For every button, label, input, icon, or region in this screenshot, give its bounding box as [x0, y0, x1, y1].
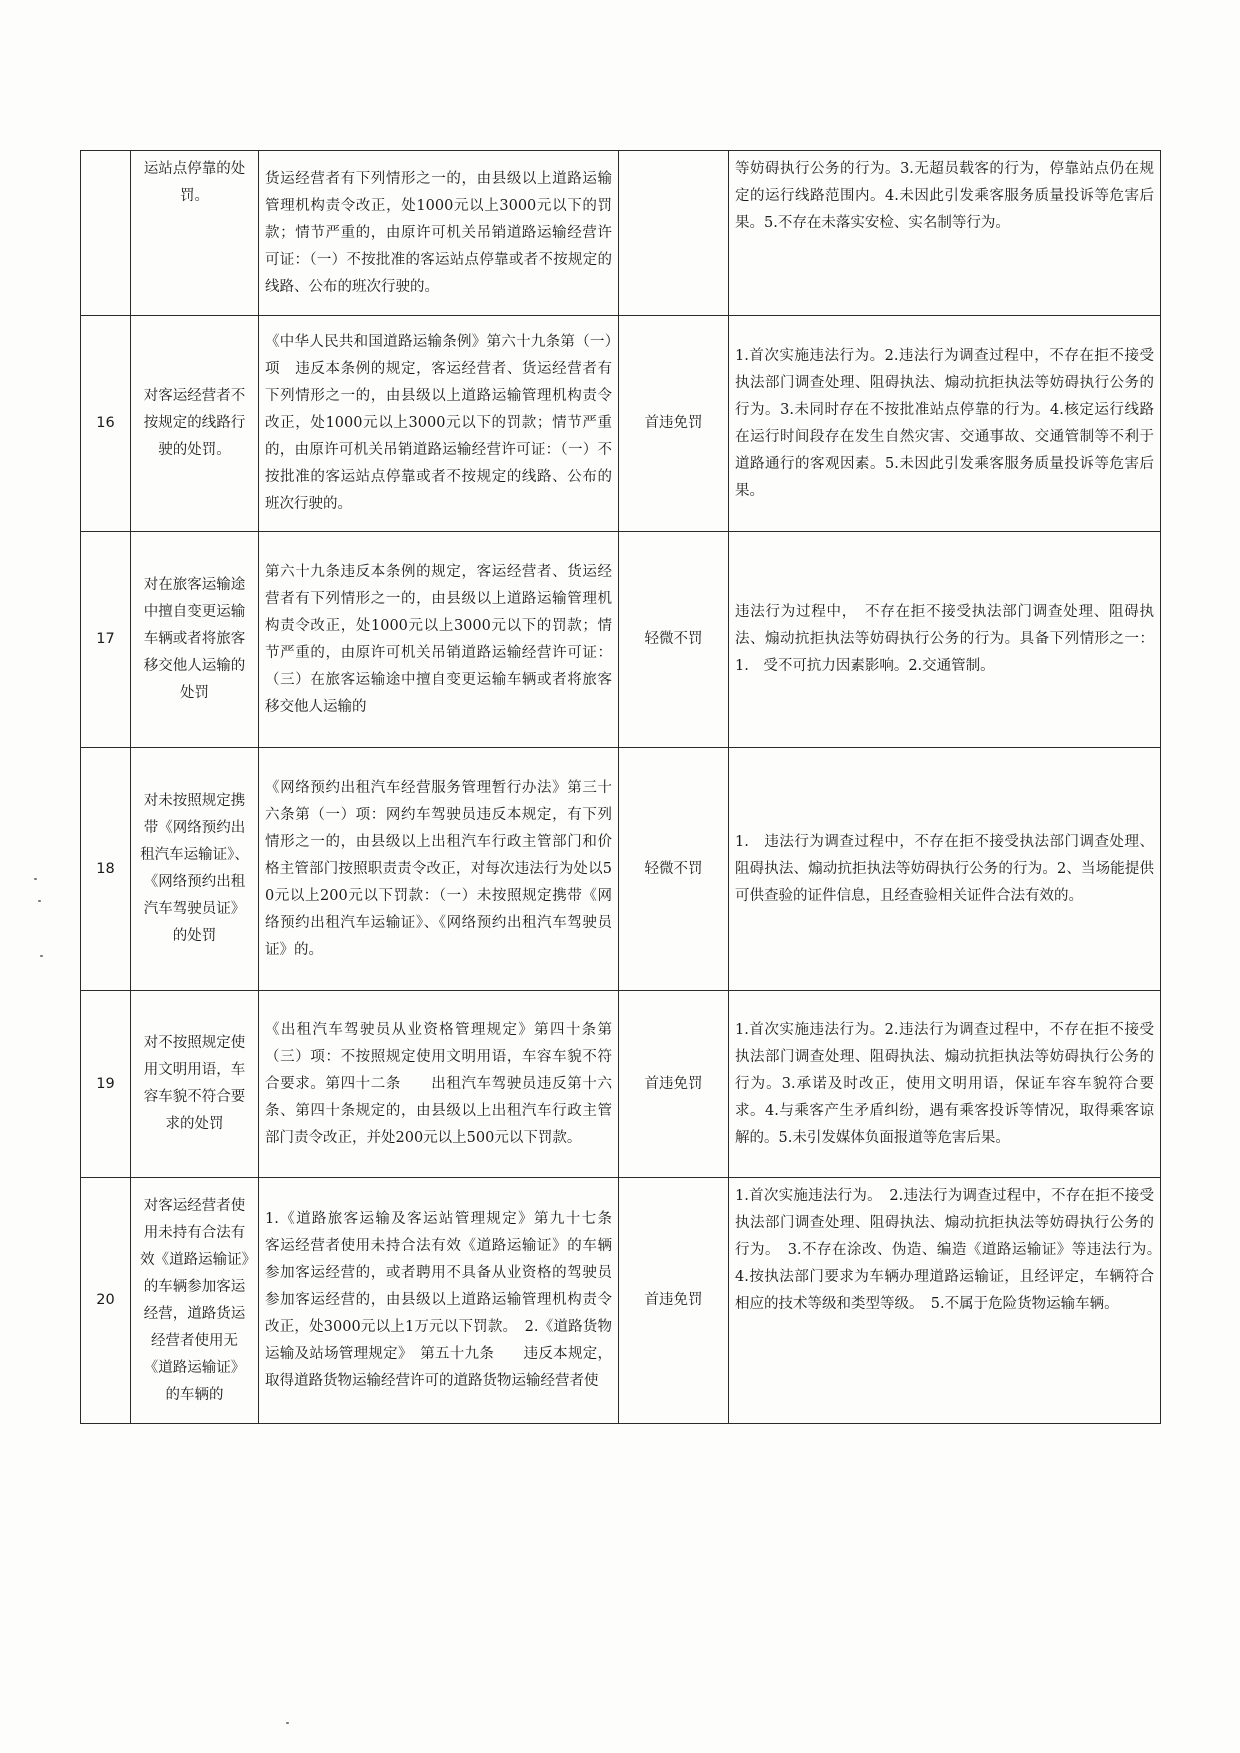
legal-basis: 货运经营者有下列情形之一的，由县级以上道路运输管理机构责令改正，处1000元以上3000元以下的罚款；情节严重的，由原许可机关吊销道路运输经营许可证：（一）不按批准的客运站点停靠或者不按规定的线路、公布的班次行驶的。	[259, 151, 619, 316]
violation-name: 对未按照规定携带《网络预约出租汽车运输证》、《网络预约出租汽车驾驶员证》的处罚	[131, 748, 259, 991]
exemption-conditions: 1.首次实施违法行为。2.违法行为调查过程中，不存在拒不接受执法部门调查处理、阻碍执法、煽动抗拒执法等妨碍执行公务的行为。3.未同时存在不按批准站点停靠的行为。4.核定运行线路在运行时间段存在发生自然灾害、交通事故、交通管制等不利于道路通行的客观因素。5.未因此引发乘客服务质量投诉等危害后果。	[729, 316, 1161, 532]
row-number: 18	[81, 748, 131, 991]
exemption-type	[619, 151, 729, 316]
exemption-type: 轻微不罚	[619, 532, 729, 748]
violation-name: 对不按照规定使用文明用语，车容车貌不符合要求的处罚	[131, 991, 259, 1178]
violation-name: 对在旅客运输途中擅自变更运输车辆或者将旅客移交他人运输的处罚	[131, 532, 259, 748]
table-row	[81, 151, 1161, 316]
row-number: 16	[81, 316, 131, 532]
exemption-type: 首违免罚	[619, 991, 729, 1178]
scan-speck	[40, 955, 43, 957]
scan-speck	[38, 900, 41, 902]
exemption-type: 轻微不罚	[619, 748, 729, 991]
table-row	[81, 991, 1161, 1178]
legal-basis: 1.《道路旅客运输及客运站管理规定》第九十七条 客运经营者使用未持合法有效《道路运输证》的车辆参加客运经营的，或者聘用不具备从业资格的驾驶员参加客运经营的，由县级以上道路运输管理机构责令改正，处3000元以上1万元以下罚款。 2.《道路货物运输及站场管理规定》 第五十九条 违反本规定，取得道路货物运输经营许可的道路货物运输经营者使	[259, 1178, 619, 1424]
exemption-conditions: 等妨碍执行公务的行为。3.无超员载客的行为，停靠站点仍在规定的运行线路范围内。4.未因此引发乘客服务质量投诉等危害后果。5.不存在未落实安检、实名制等行为。	[729, 151, 1161, 316]
legal-basis: 《网络预约出租汽车经营服务管理暂行办法》第三十六条第（一）项：网约车驾驶员违反本规定，有下列情形之一的，由县级以上出租汽车行政主管部门和价格主管部门按照职责责令改正，对每次违法行为处以50元以上200元以下罚款：（一）未按照规定携带《网络预约出租汽车运输证》、《网络预约出租汽车驾驶员证》的。	[259, 748, 619, 991]
legal-basis: 《出租汽车驾驶员从业资格管理规定》第四十条第（三）项：不按照规定使用文明用语，车容车貌不符合要求。第四十二条 出租汽车驾驶员违反第十六条、第四十条规定的，由县级以上出租汽车行政主管部门责令改正，并处200元以上500元以下罚款。	[259, 991, 619, 1178]
exemption-conditions: 1. 违法行为调查过程中，不存在拒不接受执法部门调查处理、阻碍执法、煽动抗拒执法等妨碍执行公务的行为。2、当场能提供可供查验的证件信息，且经查验相关证件合法有效的。	[729, 748, 1161, 991]
row-number: 19	[81, 991, 131, 1178]
legal-basis: 第六十九条违反本条例的规定，客运经营者、货运经营者有下列情形之一的，由县级以上道路运输管理机构责令改正，处1000元以上3000元以下的罚款；情节严重的，由原许可机关吊销道路运输经营许可证：（三）在旅客运输途中擅自变更运输车辆或者将旅客移交他人运输的	[259, 532, 619, 748]
row-number: 17	[81, 532, 131, 748]
exemption-conditions: 违法行为过程中， 不存在拒不接受执法部门调查处理、阻碍执法、煽动抗拒执法等妨碍执行公务的行为。具备下列情形之一：1. 受不可抗力因素影响。2.交通管制。	[729, 532, 1161, 748]
row-number: 20	[81, 1178, 131, 1424]
table-row	[81, 748, 1161, 991]
violation-name: 对客运经营者使用未持有合法有效《道路运输证》的车辆参加客运经营，道路货运经营者使用无《道路运输证》的车辆的	[131, 1178, 259, 1424]
exemption-conditions: 1.首次实施违法行为。2.违法行为调查过程中，不存在拒不接受执法部门调查处理、阻碍执法、煽动抗拒执法等妨碍执行公务的行为。3.承诺及时改正，使用文明用语，保证车容车貌符合要求。4.与乘客产生矛盾纠纷，遇有乘客投诉等情况，取得乘客谅解的。5.未引发媒体负面报道等危害后果。	[729, 991, 1161, 1178]
violation-name: 运站点停靠的处罚。	[131, 151, 259, 316]
exemption-type: 首违免罚	[619, 316, 729, 532]
table-row	[81, 532, 1161, 748]
row-number	[81, 151, 131, 316]
exemption-conditions: 1.首次实施违法行为。 2.违法行为调查过程中，不存在拒不接受执法部门调查处理、阻碍执法、煽动抗拒执法等妨碍执行公务的行为。 3.不存在涂改、伪造、编造《道路运输证》等违法行为。 4.按执法部门要求为车辆办理道路运输证，且经评定，车辆符合相应的技术等级和类型等级。 5.不属于危险货物运输车辆。	[729, 1178, 1161, 1424]
penalty-exemption-table	[80, 150, 1169, 1424]
legal-basis: 《中华人民共和国道路运输条例》第六十九条第（一）项 违反本条例的规定，客运经营者、货运经营者有下列情形之一的，由县级以上道路运输管理机构责令改正，处1000元以上3000元以下的罚款；情节严重的，由原许可机关吊销道路运输经营许可证：（一）不按批准的客运站点停靠或者不按规定的线路、公布的班次行驶的。	[259, 316, 619, 532]
scan-speck	[34, 878, 37, 880]
table-row	[81, 316, 1161, 532]
violation-name: 对客运经营者不按规定的线路行驶的处罚。	[131, 316, 259, 532]
scan-speck	[286, 1722, 289, 1724]
exemption-type: 首违免罚	[619, 1178, 729, 1424]
table-row	[81, 1178, 1161, 1424]
